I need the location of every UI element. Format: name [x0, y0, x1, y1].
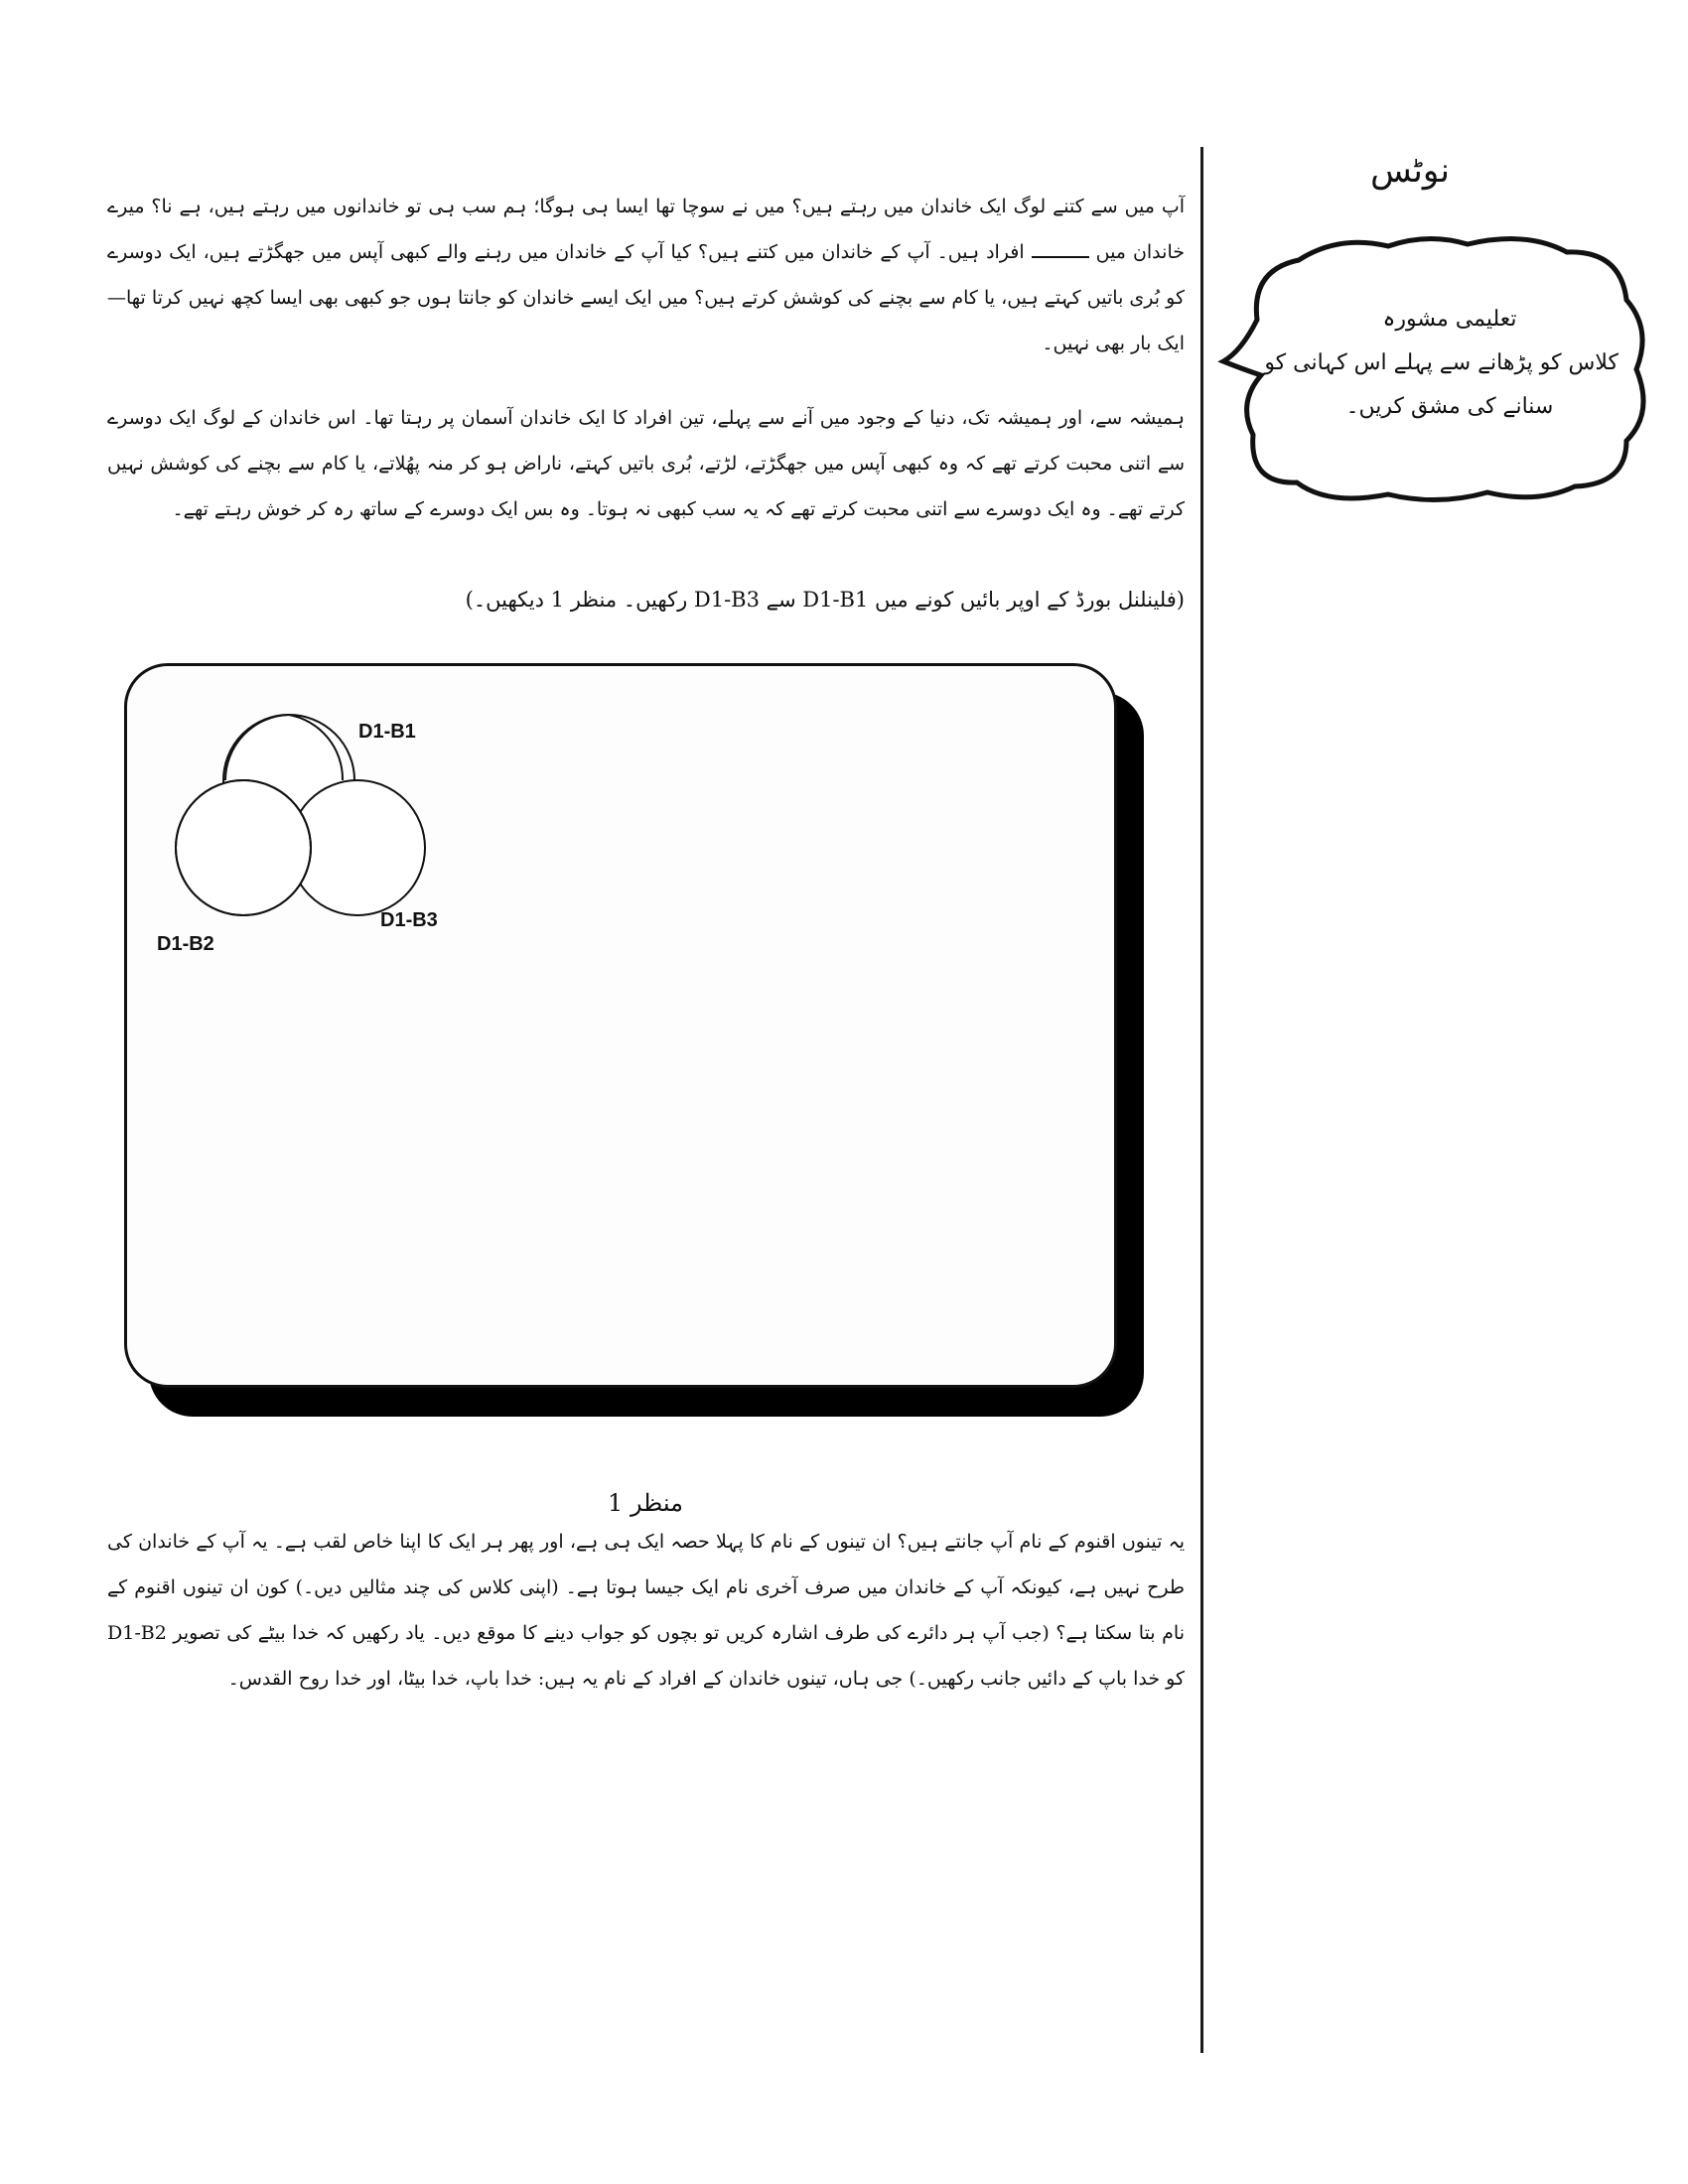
story-text: افراد ہیں۔ آپ کے خاندان میں کتنے ہیں؟ کیا آپ کے خاندان میں رہنے والے کبھی آپس میں جھگڑتے ہیں، ایک دوسرے کو بُری باتیں کہتے ہیں، یا کام سے بچنے کی کوشش کرتے ہیں؟ میں ایک ایسے خاندان کو جانتا ہوں جو کبھی بھی ایسا کچھ نہیں کرتا تھا—ایک بار بھی نہیں۔ [107, 241, 1185, 354]
flannel-board [124, 663, 1117, 1388]
story-paragraph: یہ تینوں اقنوم کے نام آپ جانتے ہیں؟ ان تینوں کے نام کا پہلا حصہ ایک ہی ہے، اور پھر ہر ایک کا اپنا خاص لقب ہے۔ یہ آپ کے خاندان کی طرح نہیں ہے، کیونکہ آپ کے خاندان میں صرف آخری نام ایک جیسا ہوتا ہے۔ (اپنی کلاس کی چند مثالیں دیں۔) کون ان تینوں اقنوم کے نام بتا سکتا ہے؟ (جب آپ ہر دائرے کی طرف اشارہ کریں تو بچوں کو جواب دینے کا موقع دیں۔ یاد رکھیں کہ خدا بیٹے کی تصویر D1-B2 کو خدا باپ کے دائیں جانب رکھیں۔) جی ہاں، تینوں خاندان کے افراد کے نام یہ ہیں: خدا باپ، خدا بیٹا، اور خدا روح القدس۔ [107, 1531, 1185, 1690]
label-d1-b1: D1-B1 [358, 721, 416, 743]
teaching-tip-line: سنانے کی مشق کریں۔ [1345, 394, 1554, 419]
teaching-tip-heading: تعلیمی مشورہ [1382, 307, 1517, 332]
notes-heading: نوٹس [1370, 151, 1450, 191]
scene-caption: منظر 1 [608, 1489, 683, 1517]
label-d1-b3: D1-B3 [380, 909, 438, 931]
label-d1-b2: D1-B2 [157, 933, 214, 955]
teaching-tip-text [1264, 298, 1618, 429]
trinity-circles-diagram [127, 666, 1114, 1385]
board-instruction: (فلینلنل بورڈ کے اوپر بائیں کونے میں D1-B1 سے D1-B3 رکھیں۔ منظر 1 دیکھیں۔) [465, 588, 1185, 612]
story-paragraph: ہمیشہ سے، اور ہمیشہ تک، دنیا کے وجود میں آنے سے پہلے، تین افراد کا ایک خاندان آسمان پر رہتا تھا۔ اس خاندان کے لوگ ایک دوسرے سے اتنی محبت کرتے تھے کہ وہ کبھی آپس میں جھگڑتے، لڑتے، بُری باتیں کہتے، ناراض ہو کر منہ پھُلاتے، یا کام سے بچنے کی کوشش نہیں کرتے تھے۔ وہ ایک دوسرے سے اتنی محبت کرتے تھے کہ یہ سب کبھی نہ ہوتا۔ وہ بس ایک دوسرے کے ساتھ رہ کر خوش رہتے تھے۔ [107, 407, 1185, 520]
fill-in-blank [1032, 244, 1089, 258]
teaching-tip-line: کلاس کو پڑھانے سے پہلے اس کہانی کو [1264, 350, 1618, 375]
story-text: آپ میں سے کتنے لوگ ایک خاندان میں رہتے ہیں؟ میں نے سوچا تھا ایسا ہی ہوگا؛ ہم سب ہی تو خاندانوں میں رہتے ہیں، ہے نا؟ میرے خاندان میں [107, 196, 1185, 263]
story-paragraph [107, 184, 1185, 366]
